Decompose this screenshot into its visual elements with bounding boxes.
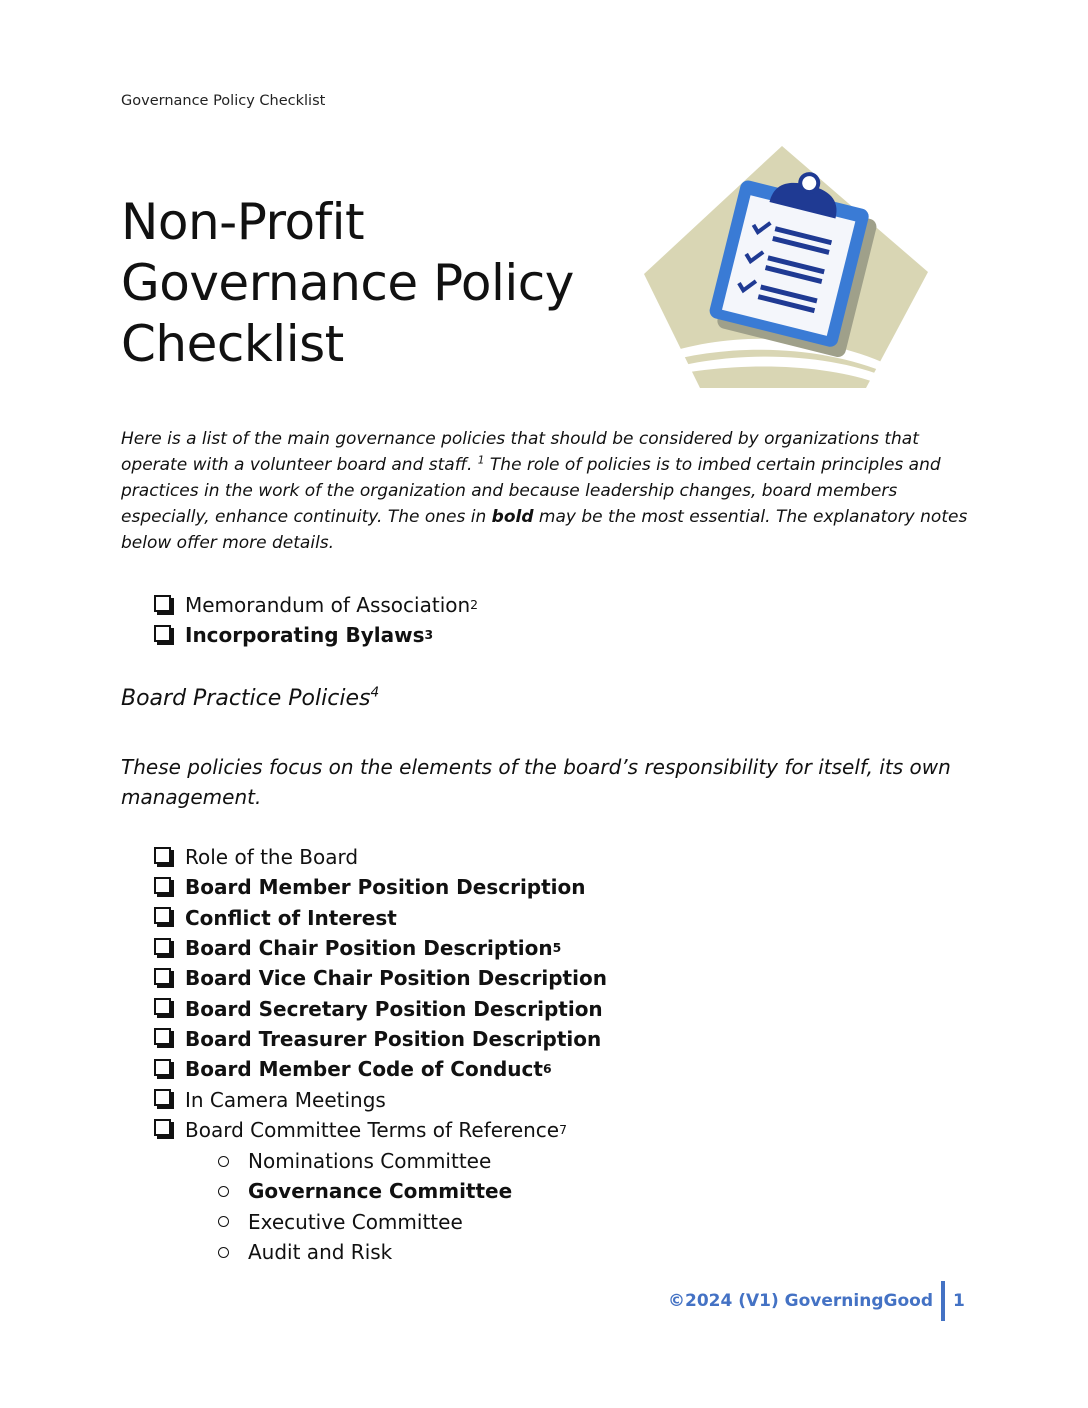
- footer-divider: [941, 1281, 945, 1321]
- sublist-item: [218, 1146, 512, 1176]
- checkbox-icon[interactable]: [154, 625, 171, 642]
- board-practice-checklist: [154, 842, 607, 1145]
- sublist-item: [218, 1237, 512, 1267]
- intro-text-3: may be the most essential. The explanatory notes below offer more details.: [121, 507, 968, 553]
- checklist-item: [154, 993, 607, 1023]
- committee-sublist: [218, 1146, 512, 1267]
- checklist-item: Incorporating Bylaws 3: [154, 620, 478, 650]
- footnote-ref-1: 1: [477, 454, 485, 467]
- intro-bold-word: bold: [491, 507, 534, 527]
- checklist-item: [154, 903, 607, 933]
- copyright-text: ©2024 (V1) GoverningGood: [668, 1291, 933, 1311]
- foundational-checklist: [154, 590, 478, 651]
- checkbox-icon[interactable]: [154, 938, 171, 955]
- sublist-item: [218, 1207, 512, 1237]
- circle-bullet-icon: [218, 1216, 229, 1227]
- checklist-item-label: Board Vice Chair Position Description: [185, 966, 607, 991]
- checklist-item-label: Board Chair Position Description: [185, 936, 553, 961]
- clip-ring: [798, 172, 820, 194]
- page-footer: [668, 1281, 965, 1321]
- section-heading-text: Board Practice Policies: [121, 686, 371, 711]
- title-line-2: Governance Policy: [121, 254, 574, 312]
- checklist-item: [154, 1024, 607, 1054]
- sublist-item: [218, 1176, 512, 1206]
- checkbox-icon[interactable]: [154, 595, 171, 612]
- sublist-item-label: Nominations Committee: [248, 1149, 492, 1174]
- document-title: [121, 192, 574, 375]
- checklist-item: Board Committee Terms of Reference 7: [154, 1115, 607, 1145]
- checklist-item-label: Board Treasurer Position Description: [185, 1026, 602, 1051]
- checklist-item-label: Memorandum of Association: [185, 593, 471, 618]
- circle-bullet-icon: [218, 1156, 229, 1167]
- section-heading: [121, 686, 379, 711]
- checklist-item: [154, 963, 607, 993]
- sublist-item-label: Audit and Risk: [248, 1240, 393, 1265]
- checklist-item-label: Board Member Position Description: [185, 875, 586, 900]
- section-description: These policies focus on the elements of the board’s responsibility for itself, its own management.: [121, 755, 951, 809]
- checklist-item: [154, 842, 607, 872]
- checklist-item: Memorandum of Association 2: [154, 590, 478, 620]
- checklist-item-label: Incorporating Bylaws: [185, 623, 425, 648]
- checkbox-icon[interactable]: [154, 1119, 171, 1136]
- checklist-item-label: Board Secretary Position Description: [185, 996, 603, 1021]
- clipboard-checklist-icon: [640, 142, 932, 390]
- checkbox-icon[interactable]: [154, 877, 171, 894]
- page-number: 1: [953, 1291, 965, 1311]
- running-header: Governance Policy Checklist: [121, 93, 326, 109]
- checklist-item-label: Board Member Code of Conduct: [185, 1057, 543, 1082]
- checklist-item-label: Role of the Board: [185, 845, 359, 870]
- circle-bullet-icon: [218, 1186, 229, 1197]
- intro-paragraph: [121, 426, 981, 556]
- intro-text-2: The role of policies is to imbed certain principles and practices in the work of the organization and because leadership changes, board members especially, enhance continuity. The ones in: [121, 455, 941, 527]
- checklist-item: Board Chair Position Description 5: [154, 933, 607, 963]
- checkbox-icon[interactable]: [154, 1089, 171, 1106]
- sublist-item-label: Executive Committee: [248, 1209, 463, 1234]
- title-line-1: Non-Profit: [121, 193, 365, 251]
- title-line-3: Checklist: [121, 315, 344, 373]
- circle-bullet-icon: [218, 1247, 229, 1258]
- checklist-item-label: In Camera Meetings: [185, 1087, 386, 1112]
- checkbox-icon[interactable]: [154, 1028, 171, 1045]
- checkbox-icon[interactable]: [154, 847, 171, 864]
- footnote-ref-4: 4: [370, 684, 380, 701]
- intro-text-1: Here is a list of the main governance policies that should be considered by organizations that operate with a volunteer board and staff.: [121, 429, 919, 475]
- checklist-item-label: Conflict of Interest: [185, 905, 397, 930]
- sublist-item-label: Governance Committee: [248, 1179, 513, 1204]
- checklist-item-label: Board Committee Terms of Reference: [185, 1117, 560, 1142]
- checklist-item: [154, 872, 607, 902]
- checklist-item: Board Member Code of Conduct 6: [154, 1054, 607, 1084]
- checkbox-icon[interactable]: [154, 907, 171, 924]
- checklist-item: [154, 1084, 607, 1114]
- checkbox-icon[interactable]: [154, 1059, 171, 1076]
- checkbox-icon[interactable]: [154, 998, 171, 1015]
- checkbox-icon[interactable]: [154, 968, 171, 985]
